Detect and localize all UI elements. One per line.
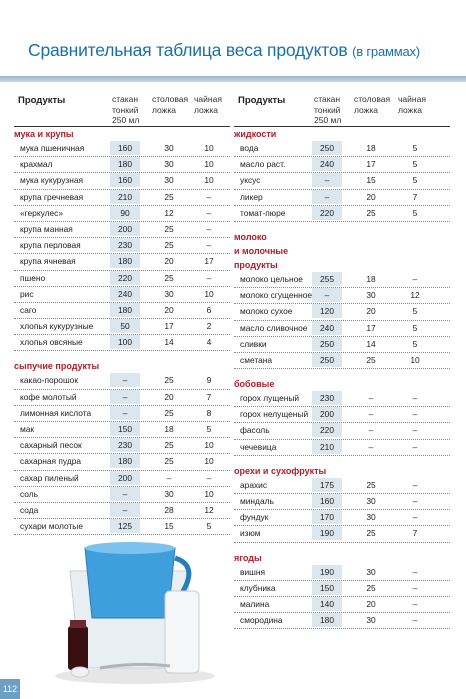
section-title: сыпучие продукты — [14, 361, 100, 372]
tablespoon-value: 28 — [164, 504, 174, 515]
table-row — [14, 335, 230, 351]
glass-value: 50 — [110, 319, 140, 333]
tablespoon-value: 25 — [164, 456, 174, 467]
table-row — [14, 141, 230, 157]
left-table-header — [14, 84, 230, 127]
table-row — [14, 303, 230, 319]
table-row — [234, 440, 450, 456]
section-gap — [234, 456, 450, 464]
tablespoon-value: 20 — [164, 391, 174, 402]
section-title: орехи и сухофрукты — [234, 465, 327, 476]
tablespoon-value: 25 — [366, 354, 376, 365]
tablespoon-value: 15 — [366, 175, 376, 186]
table-row — [14, 471, 230, 487]
table-row — [14, 373, 230, 389]
product-name: молоко сгущенное — [240, 290, 313, 301]
teaspoon-value: – — [206, 472, 212, 483]
tablespoon-value: 25 — [366, 207, 376, 218]
teaspoon-value: 10 — [204, 175, 214, 186]
product-name: мука пшеничная — [20, 143, 85, 153]
section-title: молоко и молочные продукты — [234, 231, 289, 270]
table-row — [14, 190, 230, 206]
section-title: бобовые — [234, 379, 275, 390]
header-product: Продукты — [18, 95, 66, 106]
product-name: чечевица — [240, 441, 277, 452]
product-name: сахар пиленый — [20, 472, 79, 483]
product-name: сливки — [240, 338, 267, 349]
table-row — [14, 254, 230, 270]
table-row — [14, 519, 230, 535]
tablespoon-value: 30 — [366, 496, 376, 506]
product-name: томат-пюре — [240, 207, 286, 218]
teaspoon-value: 12 — [410, 290, 420, 301]
product-name: соль — [20, 488, 39, 499]
table-row — [234, 353, 450, 369]
tablespoon-value: 30 — [164, 143, 174, 153]
table-row — [234, 391, 450, 407]
table-row — [234, 526, 450, 542]
teaspoon-value: 7 — [412, 191, 418, 202]
teaspoon-value: – — [412, 566, 418, 577]
teaspoon-value: 5 — [412, 143, 418, 153]
product-name: ликер — [240, 191, 263, 202]
teaspoon-value: 12 — [204, 504, 214, 515]
right-table-header — [234, 84, 450, 127]
table-row — [14, 438, 230, 454]
glass-value: 180 — [110, 157, 140, 171]
table-row — [14, 406, 230, 422]
tablespoon-value: 30 — [366, 290, 376, 301]
header-product: Продукты — [238, 95, 286, 106]
tablespoon-value: 18 — [366, 273, 376, 284]
section-gap — [234, 222, 450, 230]
product-name: какао-порошок — [20, 375, 79, 386]
glass-value: 90 — [110, 206, 140, 220]
glass-value: 160 — [110, 141, 140, 155]
teaspoon-value: – — [412, 409, 418, 420]
product-name: смородина — [240, 615, 283, 626]
table-row — [234, 173, 450, 189]
header-tablespoon: столовая ложка — [354, 94, 391, 115]
teaspoon-value: 5 — [206, 424, 212, 434]
tablespoon-value: 30 — [164, 288, 174, 299]
table-row — [234, 157, 450, 173]
table-row — [234, 206, 450, 222]
tablespoon-value: 25 — [164, 272, 174, 283]
table-row — [234, 597, 450, 613]
tablespoon-value: 25 — [164, 223, 174, 234]
product-name: мак — [20, 424, 35, 434]
teaspoon-value: – — [412, 273, 418, 284]
tablespoon-value: 20 — [366, 306, 376, 317]
glass-value: 220 — [110, 271, 140, 285]
table-row — [234, 337, 450, 353]
glass-value: 250 — [312, 337, 342, 351]
section-gap — [234, 369, 450, 377]
glass-value: 220 — [312, 423, 342, 437]
section-gap — [234, 543, 450, 551]
teaspoon-value: – — [412, 393, 418, 404]
product-name: пшено — [20, 272, 46, 283]
glass-value: 220 — [312, 206, 342, 220]
glass-value: 255 — [312, 272, 342, 286]
teaspoon-value: 5 — [412, 338, 418, 349]
title-sub: (в граммах) — [352, 44, 420, 59]
tablespoon-value: 18 — [366, 143, 376, 153]
glass-value: 250 — [312, 141, 342, 155]
teaspoon-value: 10 — [204, 488, 214, 499]
teaspoon-value: 2 — [206, 321, 212, 332]
table-row — [234, 407, 450, 423]
table-row — [234, 288, 450, 304]
tablespoon-value: – — [368, 409, 374, 420]
glass-value: 170 — [312, 510, 342, 524]
table-row — [234, 272, 450, 288]
teaspoon-value: 7 — [412, 528, 418, 539]
product-name: саго — [20, 304, 37, 315]
product-name: вишня — [240, 566, 266, 577]
right-table-body — [234, 127, 450, 629]
glass-value: 180 — [312, 613, 342, 627]
teaspoon-value: 5 — [412, 322, 418, 333]
tablespoon-value: 30 — [366, 512, 376, 523]
teaspoon-value: – — [206, 223, 212, 234]
left-table-body — [14, 127, 230, 535]
product-name: молоко сухое — [240, 306, 293, 317]
glass-value: 240 — [312, 157, 342, 171]
tablespoon-value: 25 — [366, 582, 376, 593]
glass-value: 160 — [110, 173, 140, 187]
header-glass: стакан тонкий 250 мл — [112, 94, 140, 125]
table-row — [234, 510, 450, 526]
teaspoon-value: – — [412, 496, 418, 506]
tablespoon-value: 20 — [164, 304, 174, 315]
teaspoon-value: 10 — [204, 440, 214, 451]
teaspoon-value: 10 — [204, 456, 214, 467]
tablespoon-value: – — [368, 425, 374, 436]
tablespoon-value: 25 — [164, 407, 174, 418]
teaspoon-value: 5 — [412, 175, 418, 186]
glass-value: 240 — [312, 321, 342, 335]
glass-value: – — [110, 503, 140, 517]
tablespoon-value: 20 — [366, 191, 376, 202]
product-name: горох нелущеный — [240, 409, 309, 420]
tablespoon-value: – — [368, 393, 374, 404]
product-name: вода — [240, 143, 259, 153]
table-row — [14, 319, 230, 335]
header-tablespoon: столовая ложка — [152, 94, 189, 115]
product-name: фасоль — [240, 425, 270, 436]
table-row — [234, 613, 450, 629]
product-name: уксус — [240, 175, 261, 186]
tablespoon-value: 17 — [164, 321, 174, 332]
table-row — [234, 321, 450, 337]
tablespoon-value: 30 — [366, 566, 376, 577]
product-name: сметана — [240, 354, 273, 365]
glass-value: 250 — [312, 353, 342, 367]
teaspoon-value: – — [206, 207, 212, 218]
header-teaspoon: чайная ложка — [398, 94, 426, 115]
section-title: мука и крупы — [14, 129, 74, 139]
glass-value: 180 — [110, 454, 140, 468]
product-name: «геркулес» — [20, 207, 63, 218]
product-name: мука кукурузная — [20, 175, 84, 186]
product-name: кофе молотый — [20, 391, 77, 402]
product-name: крупа манная — [20, 223, 73, 234]
teaspoon-value: – — [412, 512, 418, 523]
header-teaspoon: чайная ложка — [194, 94, 222, 115]
product-name: фундук — [240, 512, 269, 523]
teaspoon-value: 8 — [206, 407, 212, 418]
teaspoon-value: 6 — [206, 304, 212, 315]
glass-value: 240 — [110, 287, 140, 301]
glass-value: 210 — [312, 440, 342, 454]
glass-value: 200 — [312, 407, 342, 421]
glass-value: – — [110, 487, 140, 501]
glass-value: 200 — [110, 222, 140, 236]
tablespoon-value: – — [166, 472, 172, 483]
glass-value: – — [312, 190, 342, 204]
glass-value: 200 — [110, 471, 140, 485]
tablespoon-value: 14 — [366, 338, 376, 349]
teaspoon-value: 10 — [410, 354, 420, 365]
tablespoon-value: 25 — [164, 375, 174, 386]
teaspoon-value: – — [206, 240, 212, 251]
table-row — [14, 238, 230, 254]
glass-value: – — [110, 373, 140, 387]
glass-value: 210 — [110, 190, 140, 204]
tablespoon-value: 30 — [164, 488, 174, 499]
tablespoon-value: 12 — [164, 207, 174, 218]
table-row — [234, 141, 450, 157]
tablespoon-value: 30 — [164, 175, 174, 186]
tablespoon-value: 18 — [164, 424, 174, 434]
teaspoon-value: 5 — [412, 159, 418, 170]
glass-value: 100 — [110, 335, 140, 349]
tablespoon-value: 30 — [164, 159, 174, 170]
table-row — [14, 390, 230, 406]
glass-value: 180 — [110, 254, 140, 268]
teaspoon-value: 5 — [206, 521, 212, 532]
left-table — [14, 84, 230, 535]
measuring-cups-photo — [40, 536, 220, 686]
page-title — [28, 40, 420, 61]
tablespoon-value: 14 — [164, 337, 174, 348]
product-name: масло сливочное — [240, 322, 308, 333]
tablespoon-value: 25 — [164, 440, 174, 451]
glass-value: 230 — [312, 391, 342, 405]
product-name: рис — [20, 288, 34, 299]
teaspoon-value: 10 — [204, 159, 214, 170]
product-name: малина — [240, 598, 270, 609]
page-number: 112 — [0, 679, 20, 699]
glass-value: 140 — [312, 597, 342, 611]
glass-value: 190 — [312, 565, 342, 579]
tablespoon-value: 25 — [164, 240, 174, 251]
section-title: ягоды — [234, 552, 262, 563]
tablespoon-value: 17 — [366, 159, 376, 170]
tablespoon-value: 20 — [366, 598, 376, 609]
glass-value: – — [110, 406, 140, 420]
teaspoon-value: 10 — [204, 288, 214, 299]
glass-value: 180 — [110, 303, 140, 317]
glass-value: – — [312, 173, 342, 187]
table-row — [234, 304, 450, 320]
teaspoon-value: – — [412, 582, 418, 593]
product-name: крупа перловая — [20, 240, 81, 251]
table-row — [14, 503, 230, 519]
product-name: изюм — [240, 528, 261, 539]
teaspoon-value: – — [412, 598, 418, 609]
right-table — [234, 84, 450, 629]
table-row — [234, 581, 450, 597]
teaspoon-value: 9 — [206, 375, 212, 386]
table-row — [14, 173, 230, 189]
teaspoon-value: 5 — [412, 306, 418, 317]
table-row — [234, 478, 450, 494]
table-row — [234, 494, 450, 510]
table-row — [14, 271, 230, 287]
teaspoon-value: – — [412, 441, 418, 452]
product-name: молоко цельное — [240, 273, 303, 284]
product-name: клубника — [240, 582, 276, 593]
table-row — [14, 222, 230, 238]
table-row — [14, 157, 230, 173]
header-glass: стакан тонкий 250 мл — [314, 94, 342, 125]
tablespoon-value: 15 — [164, 521, 174, 532]
product-name: сахарная пудра — [20, 456, 82, 467]
glass-value: – — [110, 390, 140, 404]
glass-value: 190 — [312, 526, 342, 540]
table-row — [14, 487, 230, 503]
product-name: арахис — [240, 479, 268, 490]
product-name: лимонная кислота — [20, 407, 92, 418]
teaspoon-value: 7 — [206, 391, 212, 402]
glass-value: 175 — [312, 478, 342, 492]
glass-value: 150 — [110, 422, 140, 436]
tablespoon-value: 25 — [164, 191, 174, 202]
table-row — [234, 565, 450, 581]
teaspoon-value: 4 — [206, 337, 212, 348]
tablespoon-value: 25 — [366, 528, 376, 539]
product-name: сода — [20, 504, 39, 515]
product-name: хлопья овсяные — [20, 337, 83, 348]
tablespoon-value: 30 — [366, 615, 376, 626]
product-name: миндаль — [240, 496, 274, 506]
tablespoon-value: 17 — [366, 322, 376, 333]
glass-value: 120 — [312, 304, 342, 318]
glass-value: 125 — [110, 519, 140, 533]
section-gap — [14, 351, 230, 359]
title-main: Сравнительная таблица веса продуктов — [28, 40, 348, 60]
tablespoon-value: – — [368, 441, 374, 452]
glass-value: – — [312, 288, 342, 302]
product-name: сахарный песок — [20, 440, 82, 451]
product-name: сухари молотые — [20, 521, 83, 532]
teaspoon-value: – — [412, 479, 418, 490]
glass-value: 150 — [312, 581, 342, 595]
glass-value: 230 — [110, 238, 140, 252]
section-title: жидкости — [234, 129, 277, 139]
table-row — [14, 287, 230, 303]
table-row — [14, 206, 230, 222]
product-name: крупа гречневая — [20, 191, 84, 202]
teaspoon-value: – — [206, 272, 212, 283]
glass-value: 160 — [312, 494, 342, 508]
product-name: крупа ячневая — [20, 256, 76, 267]
teaspoon-value: – — [206, 191, 212, 202]
title-divider — [0, 76, 466, 82]
teaspoon-value: 17 — [204, 256, 214, 267]
product-name: горох лущеный — [240, 393, 300, 404]
teaspoon-value: 5 — [412, 207, 418, 218]
tablespoon-value: 25 — [366, 479, 376, 490]
teaspoon-value: – — [412, 615, 418, 626]
teaspoon-value: 10 — [204, 143, 214, 153]
product-name: крахмал — [20, 159, 53, 170]
product-name: масло раст. — [240, 159, 286, 170]
table-row — [14, 422, 230, 438]
table-row — [14, 454, 230, 470]
glass-value: 230 — [110, 438, 140, 452]
teaspoon-value: – — [412, 425, 418, 436]
product-name: хлопья кукурузные — [20, 321, 94, 332]
table-row — [234, 423, 450, 439]
table-row — [234, 190, 450, 206]
tablespoon-value: 20 — [164, 256, 174, 267]
